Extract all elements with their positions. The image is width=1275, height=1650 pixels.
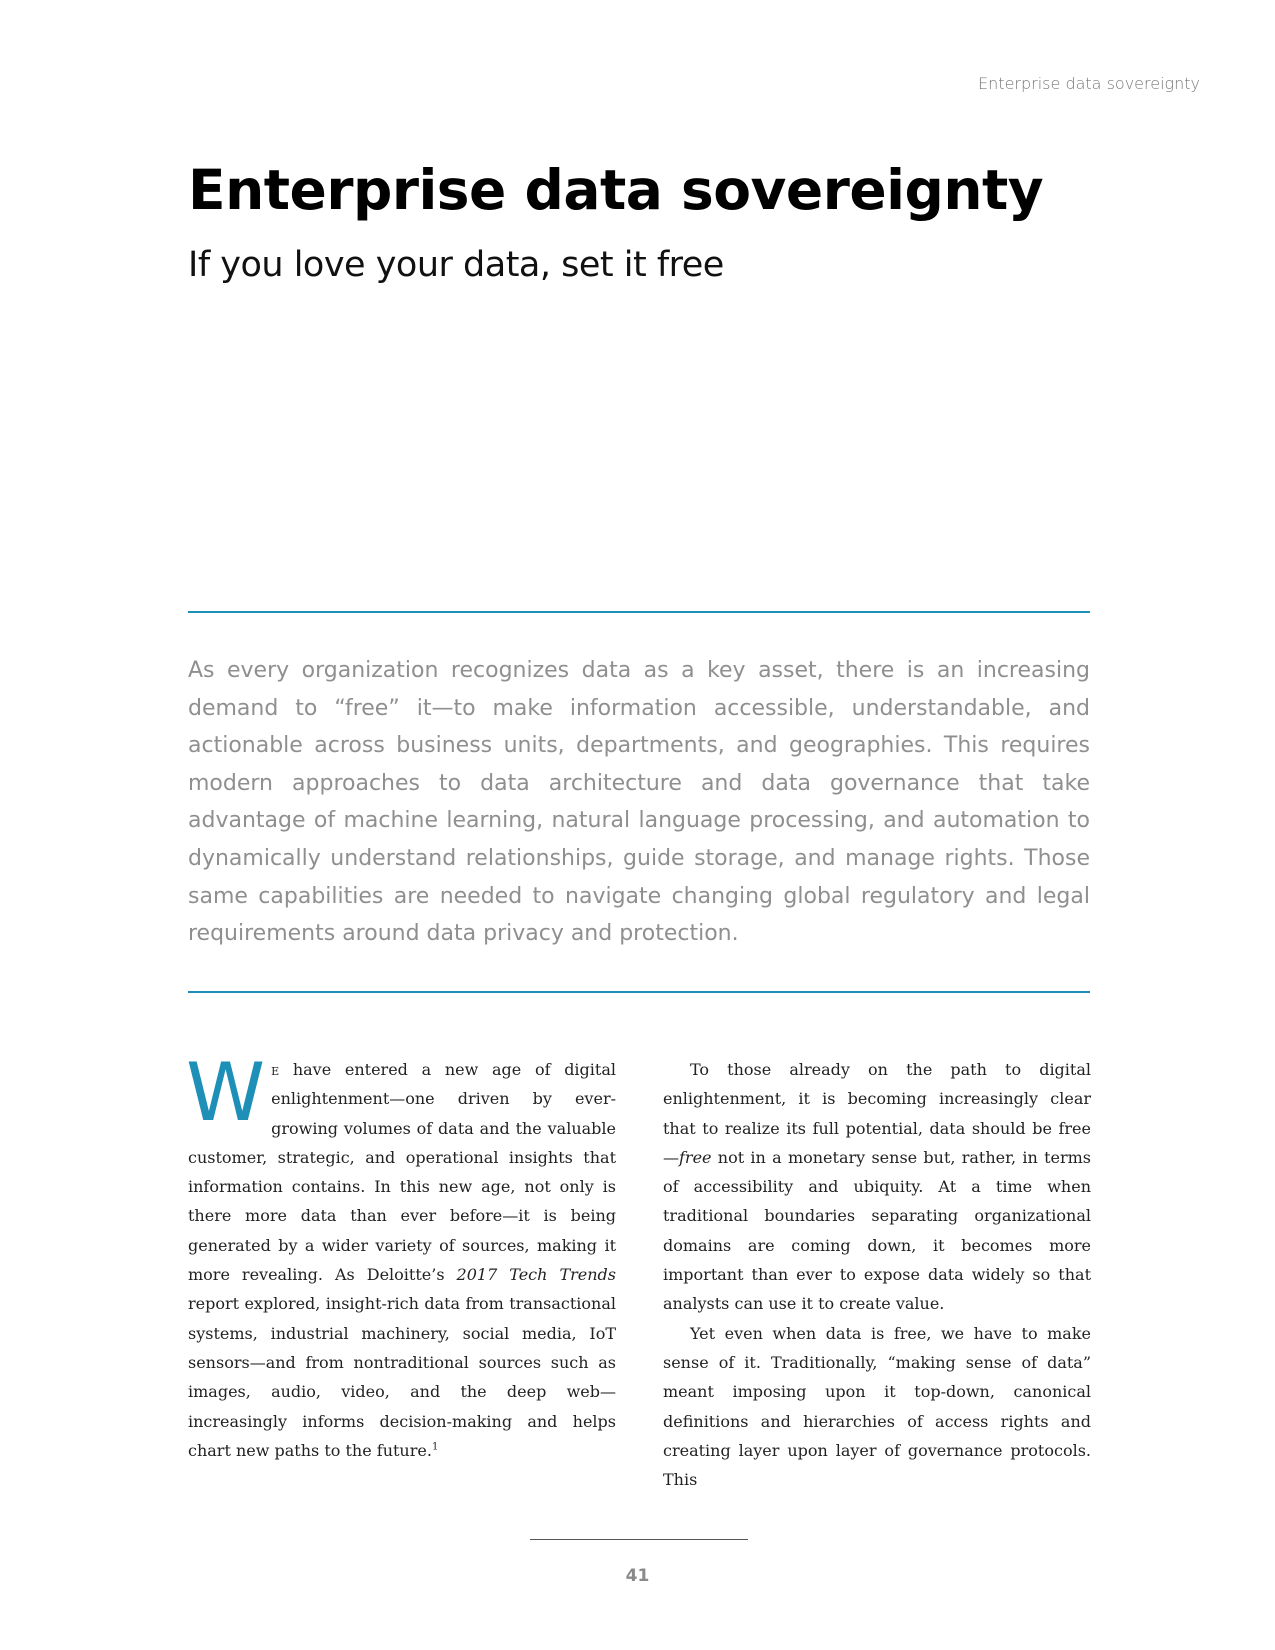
page-subtitle: If you love your data, set it free: [188, 245, 724, 285]
page-title: Enterprise data sovereignty: [188, 158, 1044, 222]
page-number: 41: [625, 1566, 650, 1586]
intro-bottom-rule: [188, 991, 1090, 993]
body-text: not in a monetary sense but, rather, in terms of accessibility and ubiquity. At a time when traditional boundaries separating organizational domains are coming down, it becomes more important than ever to expose data widely so that analysts can use it to create value.: [663, 1147, 1091, 1314]
intro-top-rule: [188, 611, 1090, 613]
body-column-right: [663, 1055, 1091, 1494]
emphasis-free: free: [679, 1147, 712, 1167]
body-text: report explored, insight-rich data from transactional systems, industrial machinery, social media, IoT sensors—and from nontraditional sources such as images, audio, video, and the deep web—increasingly informs decision-making and helps chart new paths to the future.: [188, 1294, 616, 1460]
footer-rule: [530, 1539, 748, 1540]
body-paragraph-1: [186, 1046, 616, 1465]
intro-paragraph: As every organization recognizes data as a key asset, there is an increasing demand to “free” it—to make information accessible, understandable, and actionable across business units, departments, and geographies. This requires modern approaches to data architecture and data governance that take advantage of machine learning, natural language processing, and automation to dynamically understand relationships, guide storage, and manage rights. Those same capabilities are needed to navigate changing global regulatory and legal requirements around data privacy and protection.: [188, 658, 1090, 947]
body-text: To those already on the path to digital enlightenment, it is becoming increasingly clear that to realize its full potential, data should be free—: [663, 1060, 1091, 1167]
body-column-left: [186, 1046, 616, 1465]
lead-smallcaps: e: [271, 1060, 280, 1079]
footnote-reference[interactable]: 1: [431, 1441, 439, 1453]
body-text: have entered a new age of digital enlightenment—one driven by ever-growing volumes of data and the valuable customer, strategic, and operational insights that information contains. In this new age, not only is there more data than ever before—it is being generated by a wider variety of sources, making it more revealing. As Deloitte’s: [188, 1060, 616, 1285]
body-paragraph-2: [663, 1055, 1091, 1319]
drop-cap: W: [186, 1046, 266, 1139]
report-title: 2017 Tech Trends: [456, 1265, 616, 1285]
body-paragraph-3: Yet even when data is free, we have to make sense of it. Traditionally, “making sense of data” meant imposing upon it top-down, canonical definitions and hierarchies of access rights and creating layer upon layer of governance protocols. This: [663, 1323, 1091, 1490]
running-head: Enterprise data sovereignty: [978, 74, 1200, 93]
